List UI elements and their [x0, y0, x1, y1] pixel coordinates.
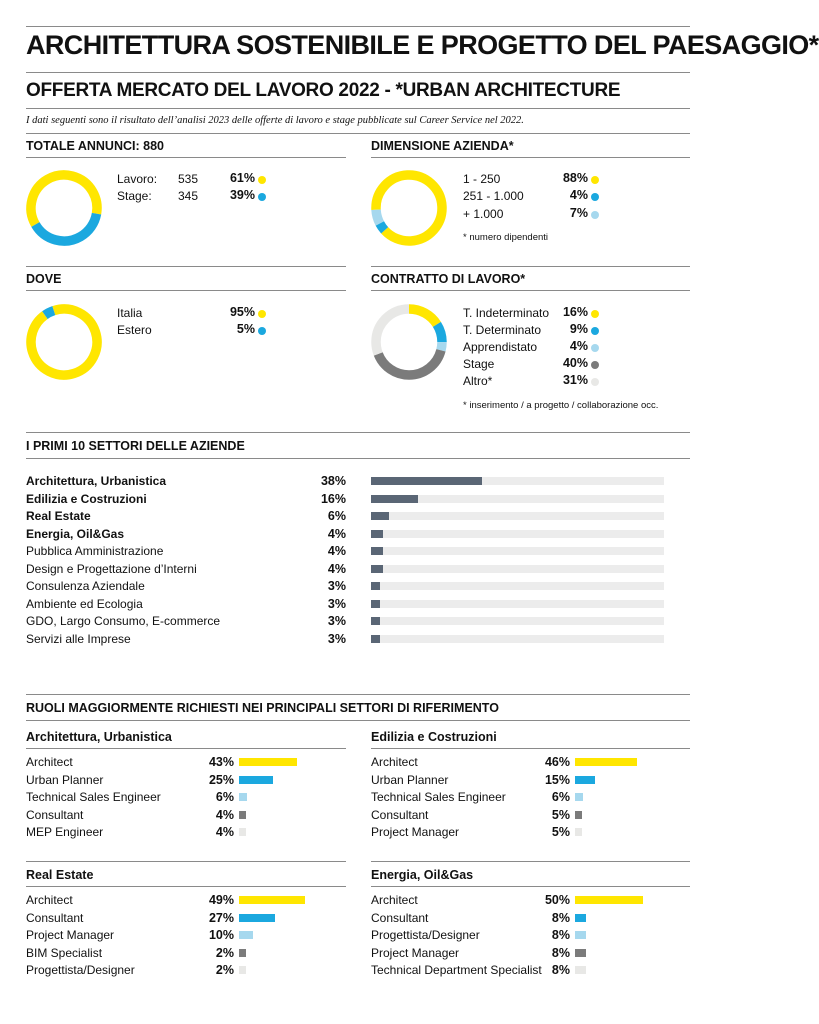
dimensione-donut-chart [371, 170, 447, 246]
page-subtitle: OFFERTA MERCATO DEL LAVORO 2022 - *URBAN ARCHITECTURE [26, 80, 621, 101]
ruolo-label: Project Manager [371, 945, 460, 960]
dove-title: DOVE [26, 272, 62, 286]
totale-label-stage: Stage: [117, 189, 152, 203]
ruolo-label: Technical Sales Engineer [371, 790, 506, 804]
legend-dot-blue [591, 327, 599, 335]
ruolo-pct: 5% [551, 807, 570, 822]
settore-pct: 4% [327, 544, 346, 558]
ruoli-group-title: Real Estate [26, 868, 94, 882]
donut-slice-1-250 [374, 173, 443, 242]
contratto-label-1: T. Indeterminato [463, 306, 550, 320]
page-title: ARCHITETTURA SOSTENIBILE E PROGETTO DEL PAESAGGIO* [26, 30, 819, 60]
ruolo-bar [239, 828, 246, 836]
settori-top-divider [26, 432, 690, 433]
totale-donut-chart [26, 170, 102, 246]
settore-bar [371, 547, 383, 555]
dove-label-italia: Italia [117, 306, 143, 320]
settore-bar-track [371, 530, 664, 538]
dimensione-label-1: 1 - 250 [463, 172, 501, 186]
ruolo-pct: 2% [215, 963, 234, 977]
totale-pct-lavoro: 61% [229, 171, 255, 185]
ruolo-pct: 8% [551, 963, 570, 977]
ruolo-pct: 8% [551, 910, 570, 925]
settore-pct: 16% [320, 491, 346, 506]
ruoli-group-title: Edilizia e Costruzioni [371, 730, 497, 744]
ruolo-bar [575, 949, 586, 957]
legend-dot-blue [258, 193, 266, 201]
subtitle-divider [26, 108, 690, 109]
ruolo-bar [575, 914, 586, 922]
legend-dot-yellow [591, 176, 599, 184]
ruolo-label: MEP Engineer [26, 825, 104, 839]
ruolo-label: Progettista/Designer [371, 928, 480, 942]
settore-pct: 4% [327, 561, 346, 576]
ruolo-label: Urban Planner [26, 772, 104, 787]
dove-pct-estero: 5% [236, 322, 255, 336]
ruolo-bar [239, 776, 273, 784]
settore-pct: 4% [327, 526, 346, 541]
ruolo-bar [575, 931, 586, 939]
totale-count-stage: 345 [177, 189, 198, 203]
ruolo-bar [575, 776, 595, 784]
intro-text: I dati seguenti sono il risultato dell’analisi 2023 delle offerte di lavoro e stage pubblicate sul Career Service nel 2022. [26, 115, 524, 126]
settore-bar [371, 635, 380, 643]
dimensione-label-2: 251 - 1.000 [463, 189, 524, 203]
ruolo-bar [239, 758, 297, 766]
settore-bar [371, 582, 380, 590]
ruolo-label: Progettista/Designer [26, 963, 135, 977]
settore-pct: 3% [327, 596, 346, 611]
ruolo-bar [239, 811, 246, 819]
settore-bar [371, 565, 383, 573]
settore-label: GDO, Largo Consumo, E-commerce [26, 614, 221, 628]
ruolo-pct: 4% [215, 825, 234, 839]
dimensione-pct-1: 88% [562, 171, 588, 185]
ruolo-label: Architect [26, 893, 73, 907]
ruolo-bar [575, 828, 582, 836]
legend-dot-light-blue [591, 344, 599, 352]
ruolo-label: Architect [371, 755, 418, 769]
dimensione-note: * numero dipendenti [463, 232, 549, 243]
settore-bar [371, 600, 380, 608]
settore-pct: 38% [320, 474, 346, 488]
ruolo-pct: 10% [208, 928, 234, 942]
ruolo-bar [575, 811, 582, 819]
ruolo-bar [575, 758, 637, 766]
ruolo-bar [239, 914, 275, 922]
ruolo-label: Urban Planner [371, 772, 449, 787]
ruolo-pct: 6% [551, 790, 570, 804]
settore-label: Servizi alle Imprese [26, 631, 131, 646]
settore-label: Edilizia e Costruzioni [26, 491, 147, 506]
settore-bar [371, 617, 380, 625]
settore-pct: 3% [327, 579, 346, 593]
ruoli-group-divider [26, 886, 346, 887]
ruoli-group-top-divider [26, 861, 346, 862]
ruolo-bar [575, 896, 643, 904]
dove-pct-italia: 95% [229, 305, 255, 319]
contratto-label-2: T. Determinato [463, 323, 542, 337]
contratto-pct-5: 31% [562, 373, 588, 387]
legend-dot-yellow [258, 310, 266, 318]
ruoli-group-title: Architettura, Urbanistica [26, 730, 172, 744]
ruoli-group-divider [26, 748, 346, 749]
settore-bar-track [371, 547, 664, 555]
settore-pct: 6% [327, 509, 346, 523]
ruolo-label: Consultant [371, 807, 429, 822]
settore-bar [371, 477, 482, 485]
ruolo-label: Project Manager [371, 825, 460, 839]
settore-bar-track [371, 582, 664, 590]
contratto-pct-3: 4% [569, 339, 588, 353]
legend-dot-dark-gray [591, 361, 599, 369]
ruolo-pct: 50% [544, 893, 570, 907]
contratto-pct-4: 40% [562, 356, 588, 370]
settore-bar-track [371, 617, 664, 625]
legend-dot-yellow [591, 310, 599, 318]
totale-divider [26, 157, 346, 158]
settore-pct: 3% [327, 614, 346, 628]
settore-label: Pubblica Amministrazione [26, 544, 164, 558]
ruolo-bar [239, 949, 246, 957]
legend-dot-yellow [258, 176, 266, 184]
dove-top-divider [26, 266, 346, 267]
settore-label: Energia, Oil&Gas [26, 526, 125, 541]
legend-dot-light-gray [591, 378, 599, 386]
intro-divider [26, 133, 690, 134]
dove-divider [26, 290, 346, 291]
donut-slice-italia [22, 300, 105, 383]
ruolo-pct: 15% [544, 772, 570, 787]
top-divider [26, 26, 690, 27]
contratto-label-3: Apprendistato [463, 340, 538, 354]
ruoli-group-top-divider [371, 861, 690, 862]
settore-label: Real Estate [26, 509, 91, 523]
dove-label-estero: Estero [117, 323, 152, 337]
settore-bar-track [371, 600, 664, 608]
ruoli-group-title: Energia, Oil&Gas [371, 868, 474, 882]
ruolo-label: Consultant [371, 910, 429, 925]
ruolo-pct: 27% [208, 910, 234, 925]
ruolo-bar [239, 966, 246, 974]
contratto-label-4: Stage [463, 357, 495, 371]
ruolo-pct: 8% [551, 928, 570, 942]
ruolo-label: Architect [26, 755, 73, 769]
ruolo-pct: 49% [208, 893, 234, 907]
ruolo-pct: 25% [208, 772, 234, 787]
totale-label-lavoro: Lavoro: [117, 172, 158, 186]
ruolo-label: Consultant [26, 807, 84, 822]
contratto-label-5: Altro* [463, 374, 493, 388]
ruolo-label: Consultant [26, 910, 84, 925]
ruolo-pct: 5% [551, 825, 570, 839]
ruolo-label: BIM Specialist [26, 945, 103, 960]
legend-dot-blue [591, 193, 599, 201]
settore-bar [371, 495, 418, 503]
dimensione-pct-2: 4% [569, 188, 588, 202]
contratto-divider [371, 290, 690, 291]
ruolo-label: Architect [371, 893, 418, 907]
settore-label: Design e Progettazione d’Interni [26, 561, 197, 576]
legend-dot-blue [258, 327, 266, 335]
ruolo-bar [575, 966, 586, 974]
ruoli-title: RUOLI MAGGIORMENTE RICHIESTI NEI PRINCIPALI SETTORI DI RIFERIMENTO [26, 701, 499, 715]
settore-bar [371, 530, 383, 538]
ruoli-top-divider [26, 694, 690, 695]
contratto-top-divider [371, 266, 690, 267]
ruolo-bar [239, 793, 247, 801]
contratto-donut-chart [371, 304, 447, 380]
ruolo-bar [239, 896, 305, 904]
contratto-title: CONTRATTO DI LAVORO* [371, 272, 526, 286]
settori-divider [26, 458, 690, 459]
settore-bar-track [371, 512, 664, 520]
ruoli-group-divider [371, 886, 690, 887]
ruolo-pct: 46% [544, 755, 570, 769]
settore-bar [371, 512, 389, 520]
settore-pct: 3% [327, 631, 346, 646]
ruolo-label: Technical Department Specialist [371, 963, 542, 977]
ruolo-bar [575, 793, 583, 801]
totale-title: TOTALE ANNUNCI: 880 [26, 139, 164, 153]
dimensione-title: DIMENSIONE AZIENDA* [371, 139, 514, 153]
ruolo-pct: 2% [215, 945, 234, 960]
dimensione-divider [371, 157, 690, 158]
ruolo-label: Technical Sales Engineer [26, 790, 161, 804]
contratto-note: * inserimento / a progetto / collaborazione occ. [463, 400, 659, 411]
dimensione-pct-3: 7% [569, 206, 588, 220]
ruolo-label: Project Manager [26, 928, 115, 942]
dimensione-label-3: + 1.000 [463, 207, 504, 221]
contratto-pct-2: 9% [569, 322, 588, 336]
ruolo-pct: 43% [208, 755, 234, 769]
totale-count-lavoro: 535 [177, 172, 198, 186]
contratto-pct-1: 16% [562, 305, 588, 319]
settore-label: Architettura, Urbanistica [26, 474, 167, 488]
settore-label: Consulenza Aziendale [26, 579, 145, 593]
settore-label: Ambiente ed Ecologia [26, 596, 143, 611]
ruoli-divider [26, 720, 690, 721]
legend-dot-light-blue [591, 211, 599, 219]
settore-bar-track [371, 565, 664, 573]
ruolo-pct: 6% [215, 790, 234, 804]
title-divider [26, 72, 690, 73]
ruolo-bar [239, 931, 253, 939]
settori-title: I PRIMI 10 SETTORI DELLE AZIENDE [26, 439, 245, 453]
settore-bar-track [371, 635, 664, 643]
ruolo-pct: 4% [215, 807, 234, 822]
ruoli-group-divider [371, 748, 690, 749]
dove-donut-chart [26, 304, 102, 380]
totale-pct-stage: 39% [229, 188, 255, 202]
ruolo-pct: 8% [551, 945, 570, 960]
